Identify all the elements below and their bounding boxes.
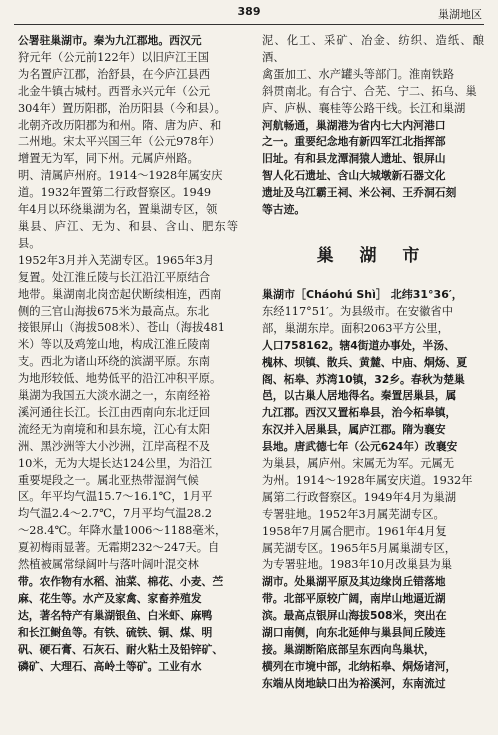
text-line: 东经117°51′。为县级市。在安徽省中: [262, 304, 454, 318]
text-line: 明、清属庐州府。1914～1928年属安庆: [18, 169, 223, 183]
right-column: [262, 33, 484, 693]
page-number: 389: [237, 5, 261, 18]
text-line: 为专署驻地。1983年10月改巢县为巢: [262, 558, 452, 572]
left-column: [18, 33, 238, 675]
text-line: 遗址及乌江霸王祠、米公祠、王乔洞石刻: [262, 186, 457, 200]
text-line: 狩元年（公元前122年）以旧庐江王国: [18, 50, 210, 64]
text-line: 河航畅通，巢湖港为省内七大内河港口: [262, 118, 446, 132]
text-line: 为巢县，属庐州。宋属无为军。元属无: [262, 457, 455, 471]
text-line: 和长江鲥鱼等。有铁、硫铁、铜、煤、明: [18, 625, 213, 639]
text-line: 夏初梅雨显著。无霜期232～247天。自: [18, 541, 220, 555]
text-line: 麻、花生等。水产及家禽、家畜养殖发: [18, 591, 202, 605]
text-line: 邑，以古巢人居地得名。秦置居巢县，属: [262, 389, 457, 403]
text-line: 属芜湖专区。1965年5月属巢湖专区，: [262, 541, 457, 555]
text-line: 东端从岗地缺口出为裕溪河，东南流过: [262, 676, 446, 690]
text-line: 复置。处江淮丘陵与长江沿江平原结合: [18, 270, 211, 284]
text-line: ～28.4℃。年降水量1006～1188毫米，: [18, 524, 227, 538]
text-line: 斜贯南北。有合宁、合芜、宁二、拓乌、巢: [262, 84, 477, 98]
text-line: 1958年7月属合肥市。1961年4月复: [262, 524, 447, 538]
text-line: 达，著名特产有巢湖银鱼、白米虾、麻鸭: [18, 608, 213, 622]
text-line: 流经无为南境和和县东境，江心有太阳: [18, 422, 211, 436]
chaohu-city-entry: [262, 287, 484, 693]
text-line: 巢湖市［Cháohú Shì］ 北纬31°36′，: [262, 287, 463, 301]
text-line: 九江郡。西汉又置柘皋县，治今柘皋镇，: [262, 406, 457, 420]
text-line: 北金牛镇古城村。西晋永兴元年（公元: [18, 84, 211, 98]
text-line: 带。北部平原较广阔，南岸山地逼近湖: [262, 592, 446, 606]
text-line: 等古迹。: [262, 203, 306, 217]
text-line: 滨。最高点银屏山海拔508米，突出在: [262, 609, 447, 623]
text-line: 磷矿、大理石、高岭土等矿。工业有水: [18, 659, 202, 673]
text-line: 湖口南侧，向东北延伸与巢县间丘陵连: [262, 626, 446, 640]
text-line: 侧的三官山海拔675米为最高点。东北: [18, 304, 210, 318]
text-line: 庐、庐枞、襄桂等公路干线。长江和巢湖: [262, 101, 466, 115]
text-line: 道。1932年置第二行政督察区。1949: [18, 186, 212, 200]
page-header: [14, 2, 484, 25]
text-line: 阁、柘皋、苏湾10镇，32乡。春秋为楚巢: [262, 372, 465, 386]
text-line: 部，巢湖东岸。面积2063平方公里，: [262, 321, 449, 335]
text-line: 洲、黑沙洲等大小沙洲，江岸高程不及: [18, 439, 211, 453]
text-line: 旧址。有和县龙潭洞猿人遗址、银屏山: [262, 152, 446, 166]
text-line: 支。西北为诸山环绕的滨湖平原。东南: [18, 355, 211, 369]
text-line: 为州。1914～1928年属安庆道。1932年: [262, 473, 473, 487]
text-line: 县地。唐武德七年（公元624年）改襄安: [262, 440, 458, 454]
text-line: 之一。重要纪念地有新四军江北指挥部: [262, 135, 446, 149]
right-intro-text: [262, 33, 484, 219]
text-line: 10米，无为大堤长达124公里，为沿江: [18, 456, 213, 470]
text-line: 禽蛋加工、水产罐头等部门。淮南铁路: [262, 67, 455, 81]
text-line: 湖市。处巢湖平原及其边缘岗丘错落地: [262, 575, 446, 589]
text-line: 接银屏山（海拔508米）、苍山（海拔481: [18, 321, 225, 335]
text-line: 公署驻巢湖市。秦为九江郡地。西汉元: [18, 34, 202, 47]
text-line: 区。年平均气温15.7～16.1℃，1月平: [18, 490, 213, 504]
text-line: 巢县、庐江、无为、和县、含山、肥东等县。: [18, 219, 238, 250]
text-line: 东汉并入居巢县，属庐江郡。隋为襄安: [262, 423, 446, 437]
text-line: 泥、化工、采矿、冶金、纺织、造纸、酿酒、: [262, 34, 484, 64]
text-line: 均气温2.4～2.7℃，7月平均气温28.2: [18, 507, 212, 521]
text-line: 槐林、坝镇、散兵、黄麓、中庙、烔炀、夏: [262, 355, 468, 369]
text-line: 溪河通往长江。长江由西南向东北迂回: [18, 405, 211, 419]
text-line: 矾、硬石膏、石灰石、耐火粘土及铅锌矿、: [18, 642, 224, 656]
text-line: 重要堤段之一。属北亚热带湿润气候: [18, 473, 199, 487]
text-line: 带。农作物有水稻、油菜、棉花、小麦、苎: [18, 575, 224, 588]
text-line: 智人化石遗址、含山大城墩新石器文化: [262, 169, 446, 183]
text-line: 然植被属常绿阔叶与落叶阔叶混交林: [18, 558, 199, 572]
section-label: 巢湖地区: [438, 8, 482, 21]
text-line: 人口758162。辖4街道办事处，半汤、: [262, 338, 455, 352]
text-line: 年4月以环绕巢湖为名，置巢湖专区，领: [18, 203, 218, 217]
text-line: 增置无为军，同下州。元属庐州路。: [18, 152, 199, 166]
text-line: 二州地。宋太平兴国三年（公元978年）: [18, 135, 221, 149]
text-line: 巢湖为我国五大淡水湖之一，东南经裕: [18, 389, 211, 403]
text-line: 横列在市境中部，北纳柘皋、烔炀诸河，: [262, 659, 457, 673]
text-line: 为名置庐江郡，治舒县，在今庐江县西: [18, 67, 211, 81]
text-line: 1952年3月并入芜湖专区。1965年3月: [18, 253, 215, 267]
text-line: 接。巢湖断陷底部呈东西向鸟巢状，: [262, 643, 435, 656]
section-title: 巢 湖 市: [316, 245, 430, 266]
text-line: 地带。巢湖南北岗峦起伏断续相连，西南: [18, 287, 222, 301]
text-line: 304年）置历阳郡，治历阳县（今和县）。: [18, 101, 226, 115]
text-line: 属第二行政督察区。1949年4月为巢湖: [262, 490, 457, 504]
text-line: 专署驻地。1952年3月属芜湖专区。: [262, 507, 445, 521]
text-line: 米）等以及鸡笼山地，构成江淮丘陵南: [18, 338, 211, 352]
text-line: 北朝齐改历阳郡为和州。隋、唐为庐、和: [18, 118, 222, 132]
text-line: 为地形较低、地势低平的沿江冲积平原。: [18, 372, 222, 386]
